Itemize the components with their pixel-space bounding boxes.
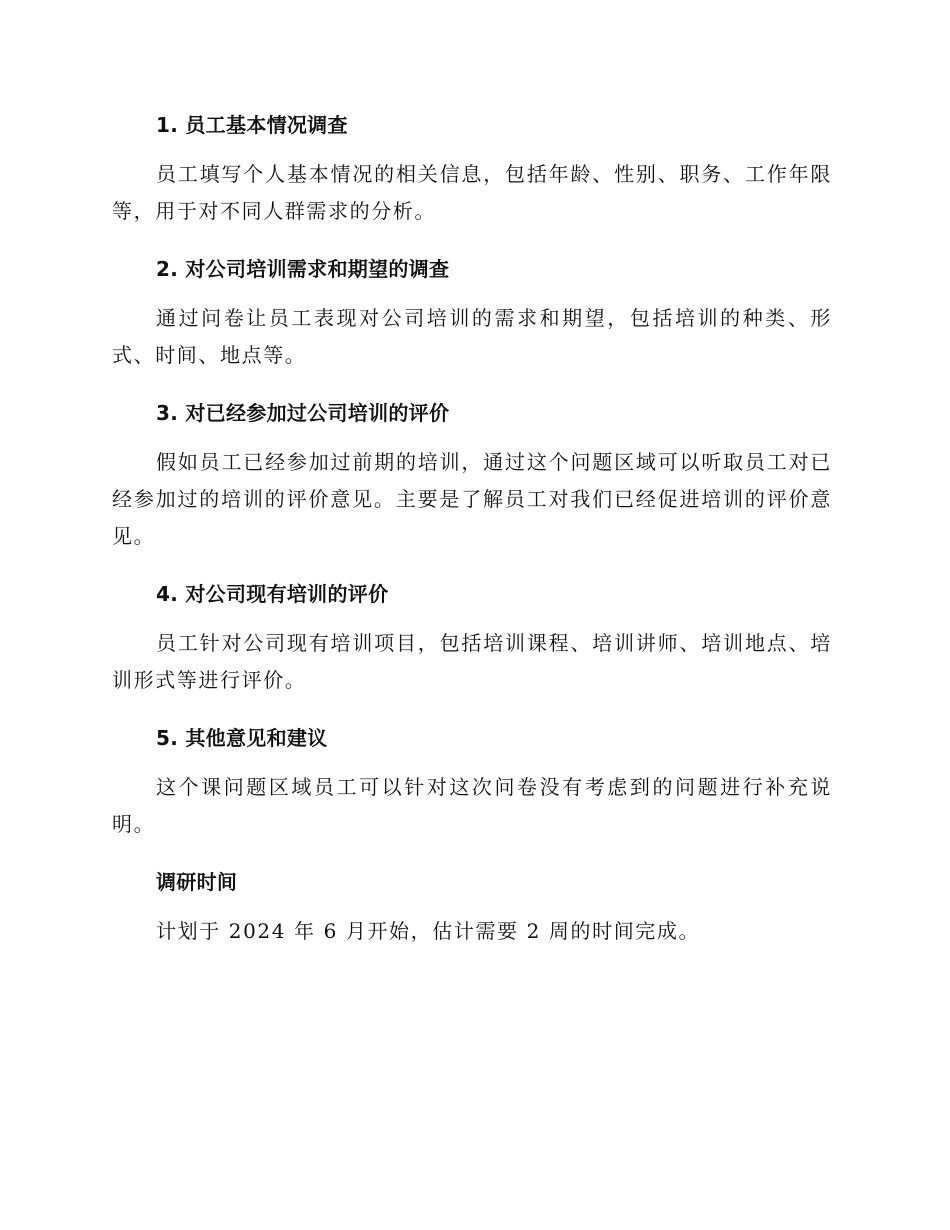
section-heading: 3. 对已经参加过公司培训的评价 xyxy=(156,401,450,425)
section-current-training-evaluation xyxy=(112,577,832,699)
section-paragraph: 员工针对公司现有培训项目，包括培训课程、培训讲师、培训地点、培训形式等进行评价。 xyxy=(112,631,832,692)
section-heading: 1. 员工基本情况调查 xyxy=(156,113,348,137)
section-past-training-evaluation xyxy=(112,396,832,555)
section-paragraph: 通过问卷让员工表现对公司培训的需求和期望，包括培训的种类、形式、时间、地点等。 xyxy=(112,306,832,367)
section-heading: 调研时间 xyxy=(156,870,238,894)
section-paragraph: 员工填写个人基本情况的相关信息，包括年龄、性别、职务、工作年限等，用于对不同人群需求的分析。 xyxy=(112,162,832,223)
section-other-suggestions xyxy=(112,721,832,843)
section-heading: 5. 其他意见和建议 xyxy=(156,726,328,750)
section-employee-basic-info xyxy=(112,108,832,230)
section-paragraph: 计划于 2024 年 6 月开始，估计需要 2 周的时间完成。 xyxy=(156,919,701,943)
section-heading: 4. 对公司现有培训的评价 xyxy=(156,582,389,606)
section-heading: 2. 对公司培训需求和期望的调查 xyxy=(156,257,450,281)
section-survey-time xyxy=(112,865,832,950)
document-page xyxy=(112,108,832,972)
section-training-needs xyxy=(112,252,832,374)
section-paragraph: 假如员工已经参加过前期的培训，通过这个问题区域可以听取员工对已经参加过的培训的评价意见。主要是了解员工对我们已经促进培训的评价意见。 xyxy=(112,450,832,548)
section-paragraph: 这个课问题区域员工可以针对这次问卷没有考虑到的问题进行补充说明。 xyxy=(112,775,832,836)
